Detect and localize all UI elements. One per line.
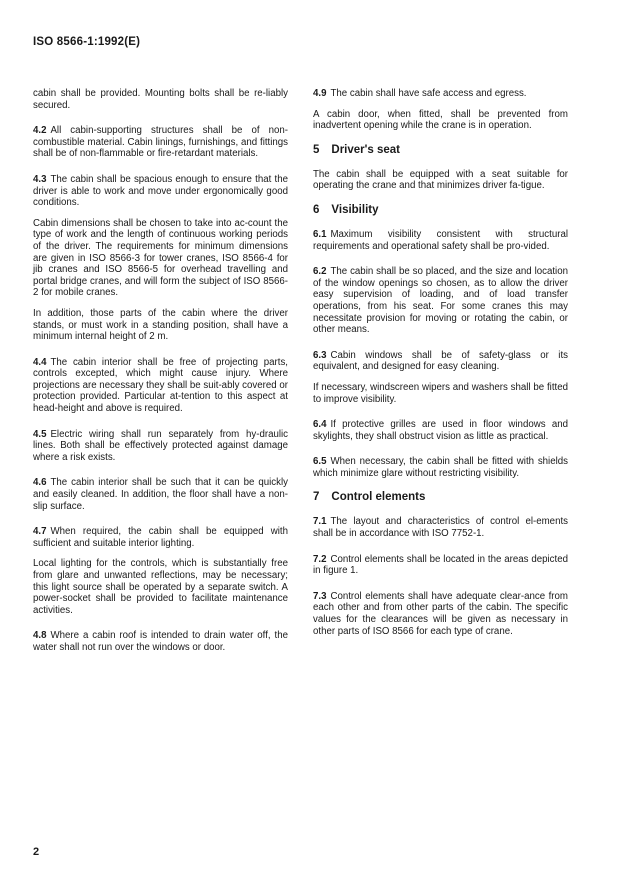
clause-text: The cabin shall be spacious enough to ensure that the driver is able to work and move under ergonomically good conditions.: [33, 173, 288, 209]
clause-number: 7.2: [313, 553, 327, 565]
paragraph: [33, 308, 288, 343]
clause-number: 4.3: [33, 173, 47, 185]
clause-number: 4.2: [33, 125, 47, 137]
clause-4-2: [33, 125, 288, 160]
clause-text: All cabin-supporting structures shall be of non-combustible material. Cabin linings, furnishings, and fittings shall be of non-flammable or fire-retardant materials.: [33, 125, 288, 160]
clause-4-8: [33, 630, 288, 653]
clause-text: If protective grilles are used in floor windows and skylights, they shall obstruct vision as little as practical.: [313, 419, 568, 442]
paragraph-text: Cabin dimensions shall be chosen to take into ac-count the type of work and the length of continuous working periods of the driver. The requirements for minimum dimensions are given in ISO 8566-3 for tower cranes, ISO 8566-4 for jib cranes and ISO 8566-5 for overhead travelling and portal bridge cranes, and will form the subject of ISO 8566-2 for mobile cranes.: [33, 217, 288, 299]
clause-text: When required, the cabin shall be equipped with sufficient and suitable interior lighting.: [33, 526, 288, 549]
clause-number: 7.1: [313, 516, 327, 528]
paragraph-text: If necessary, windscreen wipers and washers shall be fitted to improve visibility.: [313, 381, 568, 405]
clause-number: 6.1: [313, 228, 327, 240]
section-heading-7: [313, 491, 568, 503]
section-number: 7: [313, 491, 320, 504]
page-number: 2: [33, 846, 40, 858]
clause-text: The cabin shall have safe access and egress.: [330, 88, 527, 99]
section-number: 6: [313, 203, 320, 216]
clause-text: The cabin interior shall be such that it can be quickly and easily cleaned. In addition, the floor shall have a non-slip surface.: [33, 477, 288, 512]
clause-number: 4.5: [33, 428, 47, 440]
clause-number: 6.3: [313, 349, 327, 361]
clause-6-1: [313, 229, 568, 252]
paragraph: [33, 88, 288, 111]
clause-text: Control elements shall be located in the areas depicted in figure 1.: [313, 553, 568, 577]
clause-text: The cabin interior shall be free of projecting parts, controls excepted, which might cause injury. Where projections are necessary they shall be suit-ably covered or protection provided. Particular at-tention to this aspect at head-height and above is required.: [33, 356, 288, 415]
document-header: ISO 8566-1:1992(E): [33, 36, 141, 48]
clause-number: 4.6: [33, 477, 47, 489]
clause-7-1: [313, 516, 568, 539]
paragraph: [313, 382, 568, 405]
clause-text: The cabin shall be so placed, and the size and location of the window openings so chosen, as to allow the driver easy supervision of loading, and of load transfer operations, from his seat. For some cranes this may necessitate provision for moving or rotating the cabin, or other means.: [313, 266, 568, 336]
clause-number: 4.7: [33, 526, 47, 538]
clause-6-5: [313, 456, 568, 479]
clause-6-3: [313, 350, 568, 373]
clause-number: 4.8: [33, 630, 47, 642]
clause-6-4: [313, 419, 568, 442]
clause-text: The layout and characteristics of control el-ements shall be in accordance with ISO 7752-1.: [313, 516, 568, 540]
paragraph: [33, 558, 288, 616]
clause-4-9: [313, 88, 568, 100]
right-column: [313, 88, 568, 646]
clause-7-3: [313, 591, 568, 637]
paragraph: [33, 218, 288, 299]
clause-text: Control elements shall have adequate clear-ance from each other and from other parts of the cabin. The specific values for the clearances will be given as necessary in other parts of ISO 8566 for each type of crane.: [313, 590, 568, 637]
clause-number: 7.3: [313, 590, 327, 602]
clause-4-5: [33, 429, 288, 464]
section-heading-6: [313, 204, 568, 216]
clause-4-3: [33, 174, 288, 209]
paragraph-text: The cabin shall be equipped with a seat suitable for operating the crane and that minimizes driver fa-tigue.: [313, 168, 568, 192]
paragraph-text: cabin shall be provided. Mounting bolts shall be re-liably secured.: [33, 88, 288, 111]
clause-number: 6.4: [313, 419, 327, 431]
clause-number: 4.4: [33, 356, 47, 368]
paragraph-text: A cabin door, when fitted, shall be prevented from inadvertent opening while the crane is in operation.: [313, 108, 568, 132]
clause-text: Electric wiring shall run separately from hy-draulic lines. Both shall be effectively protected against damage where a risk exists.: [33, 428, 288, 463]
clause-4-7: [33, 526, 288, 549]
section-title: Visibility: [331, 203, 379, 216]
paragraph-text: In addition, those parts of the cabin where the driver stands, or must work in a standing position, shall have a minimum internal height of 2 m.: [33, 307, 288, 343]
section-heading-5: [313, 144, 568, 156]
clause-number: 6.5: [313, 456, 327, 468]
clause-text: Maximum visibility consistent with structural requirements and operational safety shall be pro-vided.: [313, 228, 568, 252]
paragraph: [313, 169, 568, 192]
clause-7-2: [313, 554, 568, 577]
clause-text: Where a cabin roof is intended to drain water off, the water shall not run over the windows or door.: [33, 630, 288, 653]
clause-number: 6.2: [313, 266, 327, 278]
clause-6-2: [313, 266, 568, 336]
section-title: Driver's seat: [331, 143, 400, 156]
section-number: 5: [313, 143, 320, 156]
paragraph: [313, 109, 568, 132]
clause-number: 4.9: [313, 88, 327, 99]
clause-4-6: [33, 477, 288, 512]
clause-4-4: [33, 357, 288, 415]
clause-text: When necessary, the cabin shall be fitted with shields which minimize glare without restricting visibility.: [313, 456, 568, 479]
left-column: [33, 88, 288, 663]
clause-text: Cabin windows shall be of safety-glass or its equivalent, and designed for easy cleaning.: [313, 349, 568, 373]
paragraph-text: Local lighting for the controls, which is substantially free from glare and unwanted reflections, may be necessary; this light source shall be operated by a separate switch. A power-socket shall be provided to facilitate maintenance activities.: [33, 558, 288, 616]
section-title: Control elements: [331, 491, 426, 504]
